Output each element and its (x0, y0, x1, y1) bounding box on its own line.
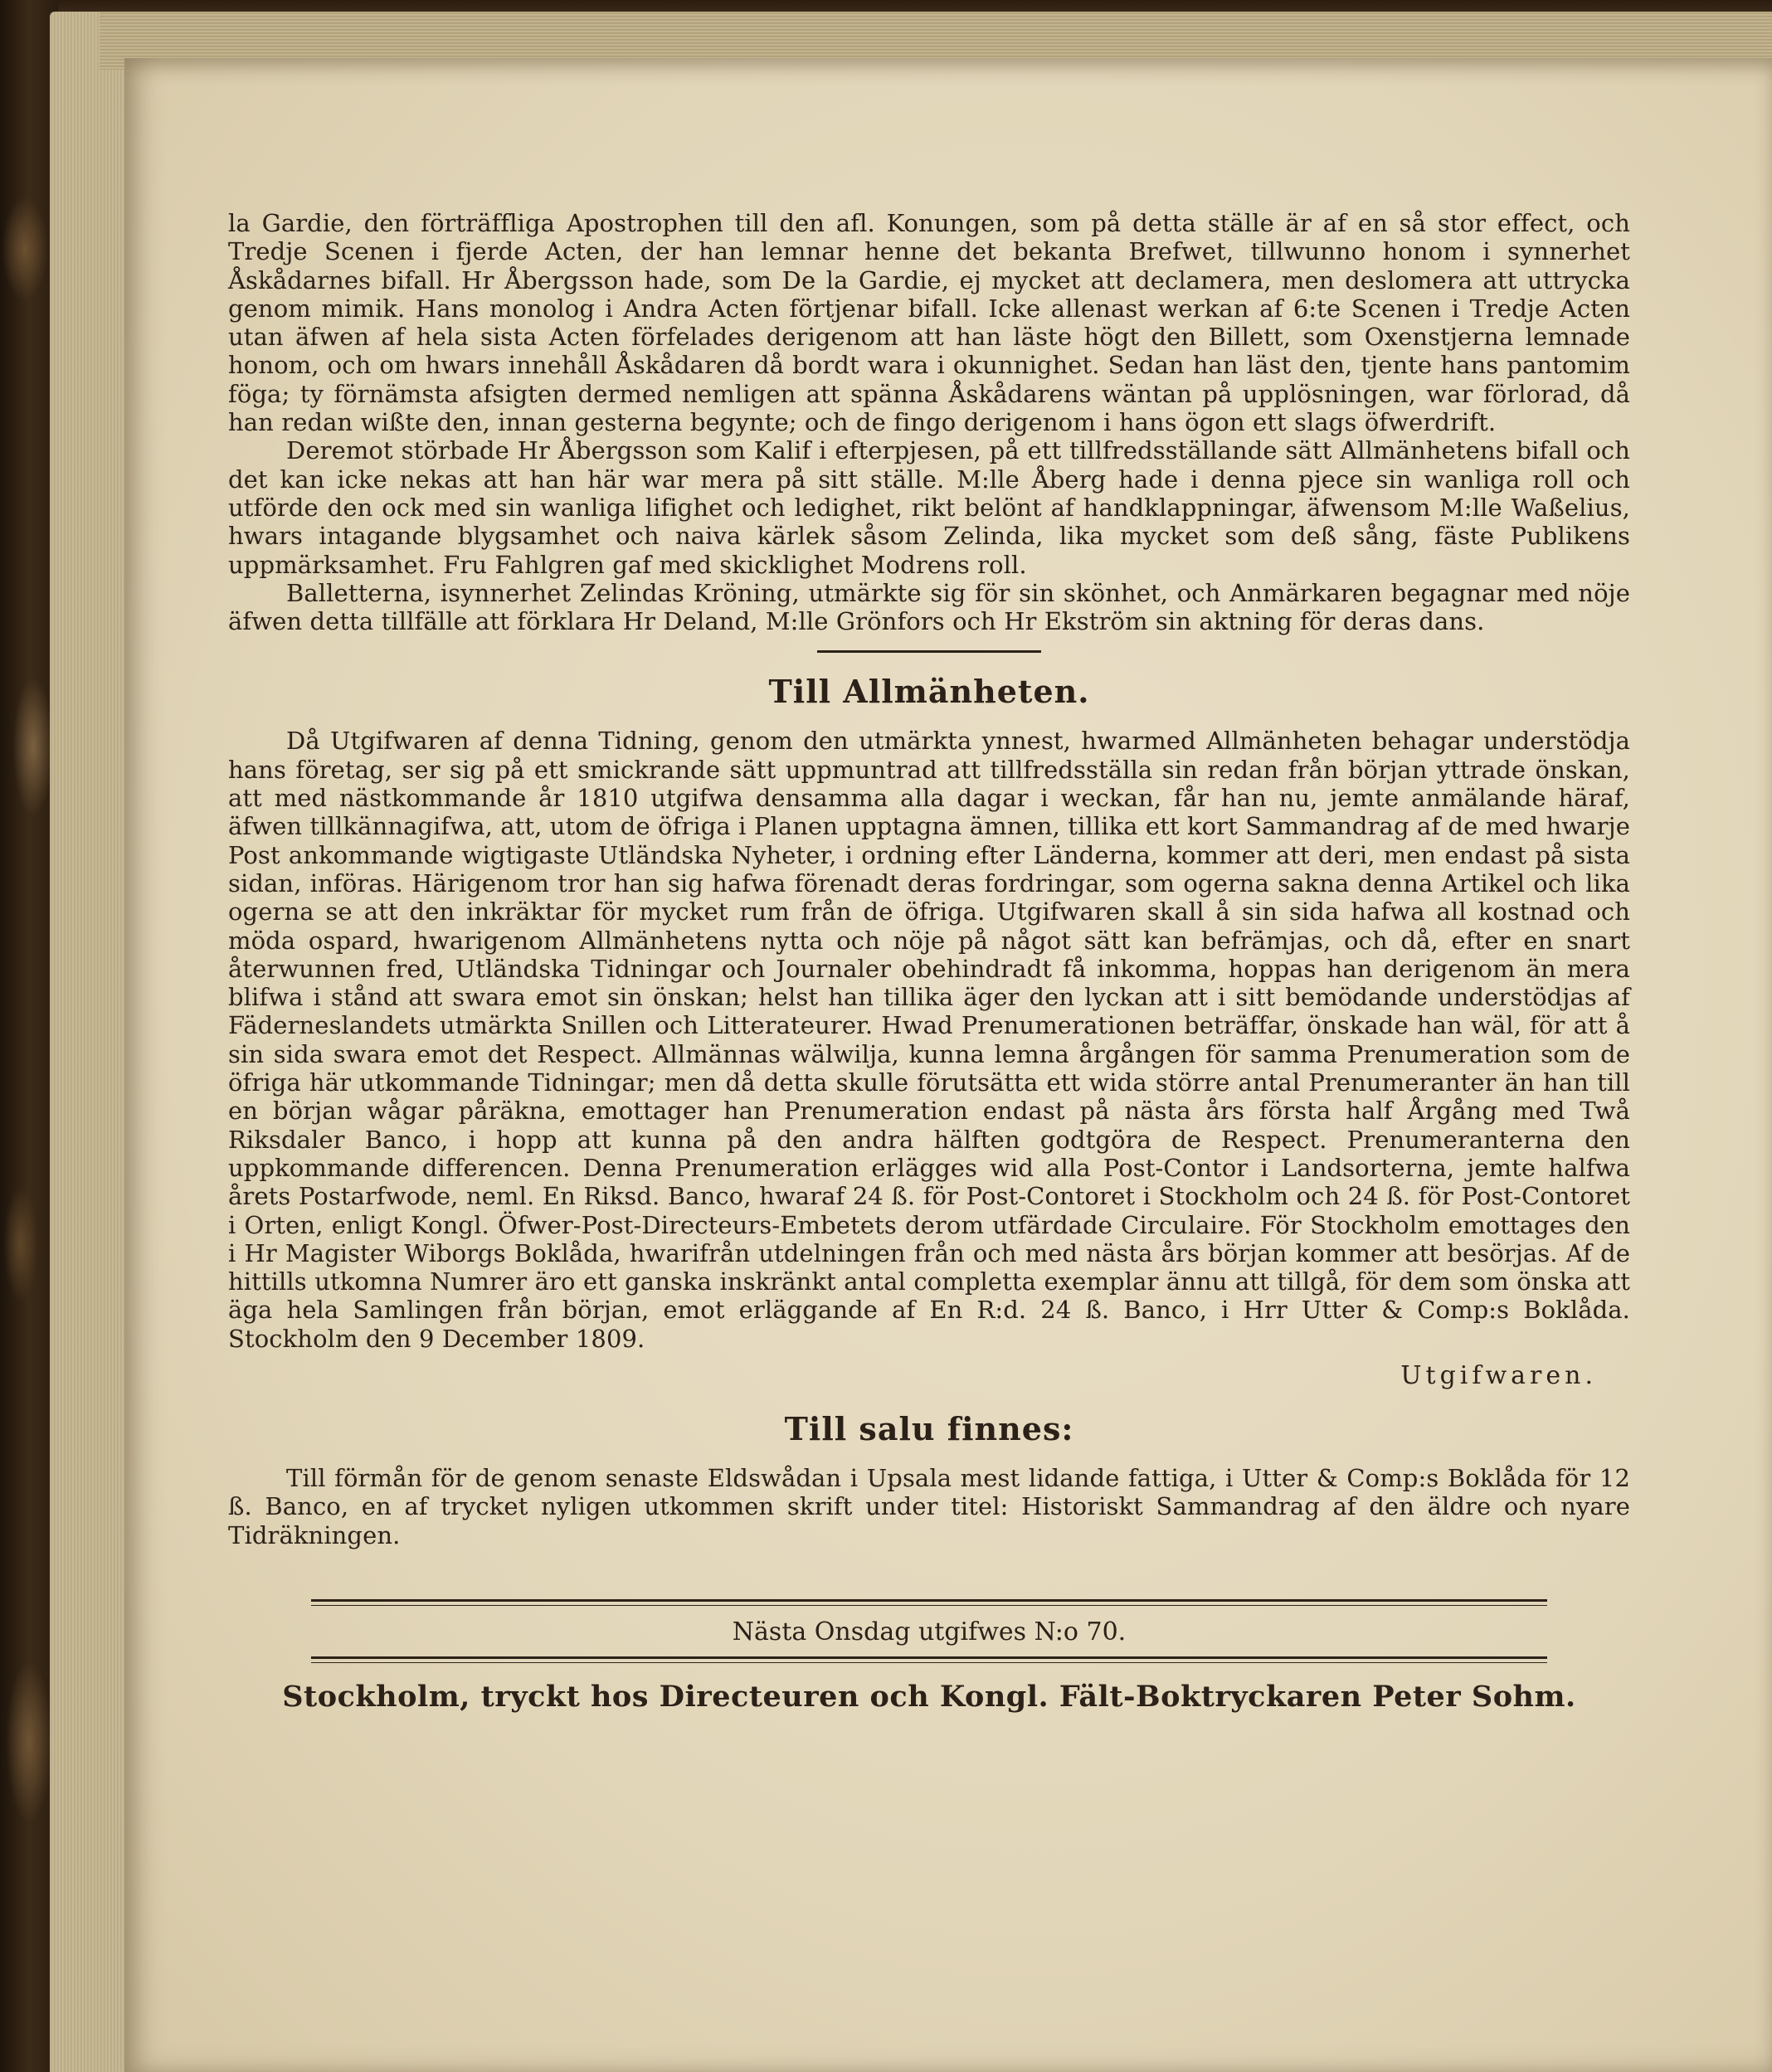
for-sale-paragraph: Till förmån för de genom senaste Eldswådan i Upsala mest lidande fattiga, i Utter & Comp:s Boklåda för 12 ß. Banco, en af trycket nyligen utkommen skrift under titel: Historiskt Sammandrag af den äldre och nyare Tidräkningen. (228, 1463, 1630, 1549)
footer-rule-top (311, 1599, 1547, 1606)
review-paragraph-3: Balletterna, isynnerhet Zelindas Kröning, utmärkte sig för sin skönhet, och Anmärkaren begagnar med nöje äfwen detta tillfälle att förklara Hr Deland, M:lle Grönfors och Hr Ekström sin aktning för deras dans. (228, 578, 1630, 636)
public-notice-paragraph: Då Utgifwaren af denna Tidning, genom den utmärkta ynnest, hwarmed Allmänheten behagar understödja hans företag, ser sig på ett smickrande sätt uppmuntrad att tillfredsställa sin redan från början yttrade önskan, att med nästkommande år 1810 utgifwa densamma alla dagar i weckan, får han nu, jemte anmälande häraf, äfwen tillkännagifwa, att, utom de öfriga i Planen upptagna ämnen, tillika ett kort Sammandrag af de med hwarje Post ankommande wigtigaste Utländska Nyheter, i ordning efter Länderna, kommer att deri, men endast på sista sidan, införas. Härigenom tror han sig hafwa förenadt deras fordringar, som ogerna sakna denna Artikel och lika ogerna se att den inkräktar för mycket rum från de öfriga. Utgifwaren skall å sin sida hafwa all kostnad och möda ospard, hwarigenom Allmänhetens nytta och nöje på något sätt kan befrämjas, och då, efter en snart återwunnen fred, Utländska Tidningar och Journaler obehindradt få inkomma, hoppas han derigenom än mera blifwa i stånd att swara emot sin önskan; helst han tillika äger den lyckan att i sitt bemödande understödjas af Fäderneslandets utmärkta Snillen och Litterateurer. Hwad Prenumerationen beträffar, önskade han wäl, för att å sin sida swara emot det Respect. Allmännas wälwilja, kunna lemna årgången för samma Prenumeration som de öfriga här utkommande Tidningar; men då detta skulle förutsätta ett wida större antal Prenumeranter än han till en början wågar påräkna, emottager han Prenumeration endast på nästa års första half Årgång med Twå Riksdaler Banco, i hopp att kunna på den andra hälften godtgöra de Respect. Prenumeranterna den uppkommande differencen. Denna Prenumeration erlägges wid alla Post-Contor i Landsorterna, jemte halfwa årets Postarfwode, neml. En Riksd. Banco, hwaraf 24 ß. för Post-Contoret i Stockholm och 24 ß. för Post-Contoret i Orten, enligt Kongl. Öfwer-Post-Directeurs-Embetets derom utfärdade Circulaire. För Stockholm emottages den i Hr Magister Wiborgs Boklåda, hwarifrån utdelningen från och med nästa års början kommer att besörjas. Af de hittills utkomna Numrer äro ett ganska inskränkt antal completta exemplar ännu att tillgå, för dem som önska att äga hela Samlingen från början, emot erläggande af En R:d. 24 ß. Banco, i Hrr Utter & Comp:s Boklåda. Stockholm den 9 December 1809. (228, 727, 1630, 1353)
section-divider (817, 650, 1041, 653)
heading-to-the-public: Till Allmänheten. (768, 673, 1090, 711)
footer-rule-bottom (311, 1656, 1547, 1663)
printer-imprint: Stockholm, tryckt hos Directeuren och Kongl. Fält-Boktryckaren Peter Sohm. (282, 1679, 1576, 1714)
publisher-signature: Utgifwaren. (1400, 1360, 1597, 1390)
heading-for-sale: Till salu finnes: (784, 1409, 1074, 1447)
next-issue-notice: Nästa Onsdag utgifwes N:o 70. (732, 1617, 1127, 1646)
review-paragraph-1: la Gardie, den förträffliga Apostrophen till den afl. Konungen, som på detta ställe är af en så stor effect, och Tredje Scenen i fjerde Acten, der han lemnar henne det bekanta Brefwet, tillwunno honom i synnerhet Åskådarnes bifall. Hr Åbergsson hade, som De la Gardie, ej mycket att declamera, men deslomera att uttrycka genom mimik. Hans monolog i Andra Acten förtjenar bifall. Icke allenast werkan af 6:te Scenen i Tredje Acten utan äfwen af hela sista Acten förfelades derigenom att han läste högt den Billett, som Oxenstjerna lemnade honom, och om hwars innehåll Åskådaren då bordt wara i okunnighet. Sedan han läst den, tjente hans pantomim föga; ty förnämsta afsigten dermed nemligen att spänna Åskådarens wäntan på upplösningen, war förlorad, då han redan wißte den, innan gesterna begynte; och de fingo derigenom i hans ögon ett slags öfwerdrift. (228, 209, 1630, 437)
review-paragraph-2: Deremot störbade Hr Åbergsson som Kalif i efterpjesen, på ett tillfredsställande sätt Allmänhetens bifall och det kan icke nekas att han här war mera på sitt ställe. M:lle Åberg hade i denna pjece sin wanliga roll och utförde den ock med sin wanliga lifighet och ledighet, rikt belönt af handklappningar, äfwensom M:lle Waßelius, hwars intagande blygsamhet och naiva kärlek såsom Zelinda, lika mycket som deß sång, fäste Publikens uppmärksamhet. Fru Fahlgren gaf med skicklighet Modrens roll. (228, 436, 1630, 579)
article-text-block (228, 209, 1630, 1714)
